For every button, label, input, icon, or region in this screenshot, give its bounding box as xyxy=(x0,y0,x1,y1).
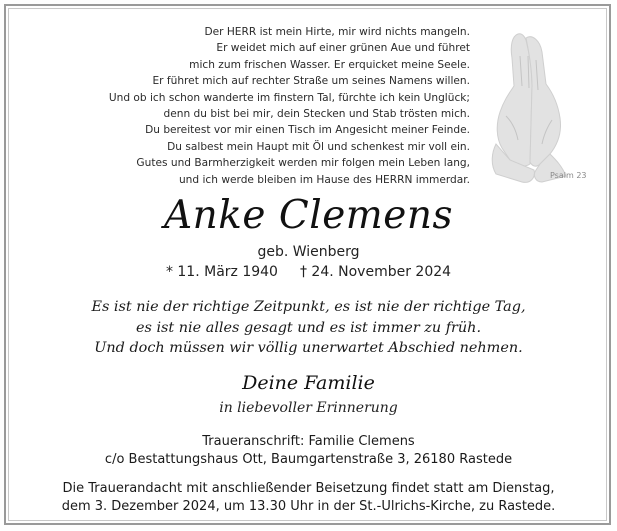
service-line: dem 3. Dezember 2024, um 13.30 Uhr in der St.-Ulrichs-Kirche, zu Rastede. xyxy=(61,499,556,514)
poem-line: Und doch müssen wir völlig unerwartet Abschied nehmen. xyxy=(94,340,523,356)
poem-line: es ist nie alles gesagt und es ist immer zu früh. xyxy=(135,319,482,336)
address-line: Traueranschrift: Familie Clemens xyxy=(202,434,415,449)
psalm-line: Und ob ich schon wanderte im finstern Tal, fürchte ich kein Unglück; xyxy=(108,91,470,104)
psalm-line: Du salbest mein Haupt mit Öl und schenkest mir voll ein. xyxy=(167,140,470,153)
psalm-text xyxy=(20,24,470,188)
memory-line: in liebevoller Erinnerung xyxy=(219,400,398,416)
service-info xyxy=(0,480,617,516)
maiden-name: geb. Wienberg xyxy=(257,244,360,260)
psalm-line: Er weidet mich auf einer grünen Aue und führet xyxy=(216,42,470,55)
address-line: c/o Bestattungshaus Ott, Baumgartenstraße 3, 26180 Rastede xyxy=(104,452,513,467)
psalm-line: mich zum frischen Wasser. Er erquicket meine Seele. xyxy=(189,58,470,71)
family-signature: Deine Familie xyxy=(242,372,375,394)
psalm-line: denn du bist bei mir, dein Stecken und Stab trösten mich. xyxy=(163,108,470,121)
death-date: † 24. November 2024 xyxy=(299,264,452,280)
psalm-reference: Psalm 23 xyxy=(550,171,587,180)
birth-date: * 11. März 1940 xyxy=(165,264,278,280)
psalm-line: und ich werde bleiben im Hause des HERRN immerdar. xyxy=(178,173,470,186)
psalm-line: Der HERR ist mein Hirte, mir wird nichts mangeln. xyxy=(204,26,470,38)
life-dates xyxy=(0,264,617,280)
farewell-poem xyxy=(0,297,617,359)
praying-hands-icon xyxy=(466,26,586,186)
service-line: Die Trauerandacht mit anschließender Beisetzung findet statt am Dienstag, xyxy=(62,481,555,496)
psalm-line: Du bereitest vor mir einen Tisch im Angesicht meiner Feinde. xyxy=(145,124,470,137)
mourning-address xyxy=(0,433,617,469)
psalm-line: Gutes und Barmherzigkeit werden mir folgen mein Leben lang, xyxy=(136,157,470,170)
poem-line: Es ist nie der richtige Zeitpunkt, es ist nie der richtige Tag, xyxy=(91,299,526,315)
deceased-name: Anke Clemens xyxy=(164,193,453,238)
psalm-line: Er führet mich auf rechter Straße um seines Namens willen. xyxy=(152,75,470,88)
